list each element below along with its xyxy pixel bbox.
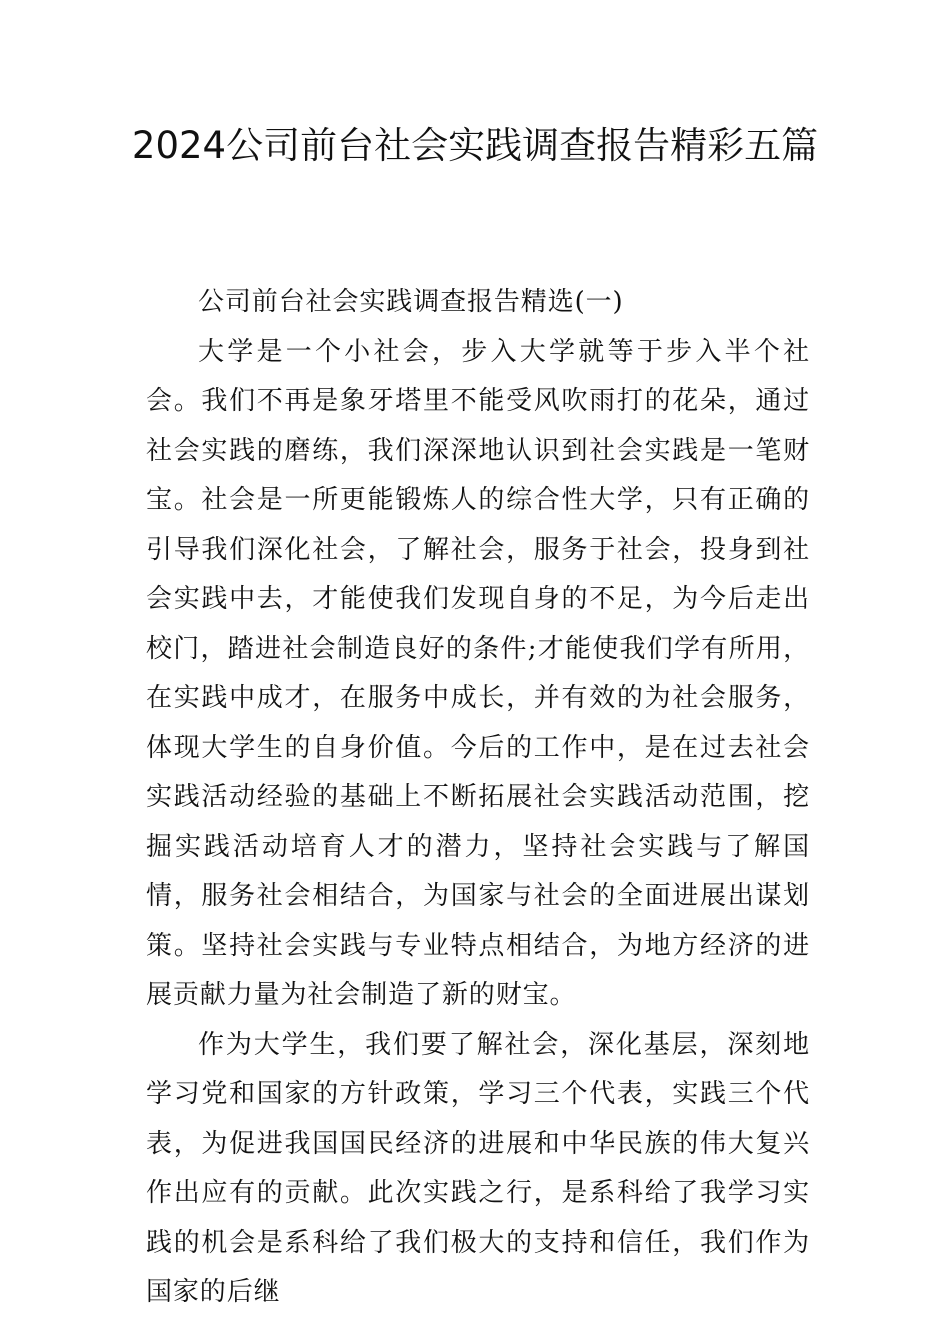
- section-subheading: 公司前台社会实践调查报告精选(一): [198, 287, 624, 317]
- document-title: 2024公司前台社会实践调查报告精彩五篇: [131, 124, 819, 167]
- document-body: [146, 278, 810, 1318]
- body-paragraph: 作为大学生，我们要了解社会，深化基层，深刻地学习党和国家的方针政策，学习三个代表，实践三个代表，为促进我国国民经济的进展和中华民族的伟大复兴作出应有的贡献。此次实践之行，是系科给了我学习实践的机会是系科给了我们极大的支持和信任，我们作为国家的后继: [146, 1029, 810, 1307]
- body-paragraph: 大学是一个小社会，步入大学就等于步入半个社会。我们不再是象牙塔里不能受风吹雨打的花朵，通过社会实践的磨练，我们深深地认识到社会实践是一笔财宝。社会是一所更能锻炼人的综合性大学，只有正确的引导我们深化社会，了解社会，服务于社会，投身到社会实践中去，才能使我们发现自身的不足，为今后走出校门，踏进社会制造良好的条件;才能使我们学有所用，在实践中成才，在服务中成长，并有效的为社会服务，体现大学生的自身价值。今后的工作中，是在过去社会实践活动经验的基础上不断拓展社会实践活动范围，挖掘实践活动培育人才的潜力，坚持社会实践与了解国情，服务社会相结合，为国家与社会的全面进展出谋划策。坚持社会实践与专业特点相结合，为地方经济的进展贡献力量为社会制造了新的财宝。: [146, 336, 810, 1010]
